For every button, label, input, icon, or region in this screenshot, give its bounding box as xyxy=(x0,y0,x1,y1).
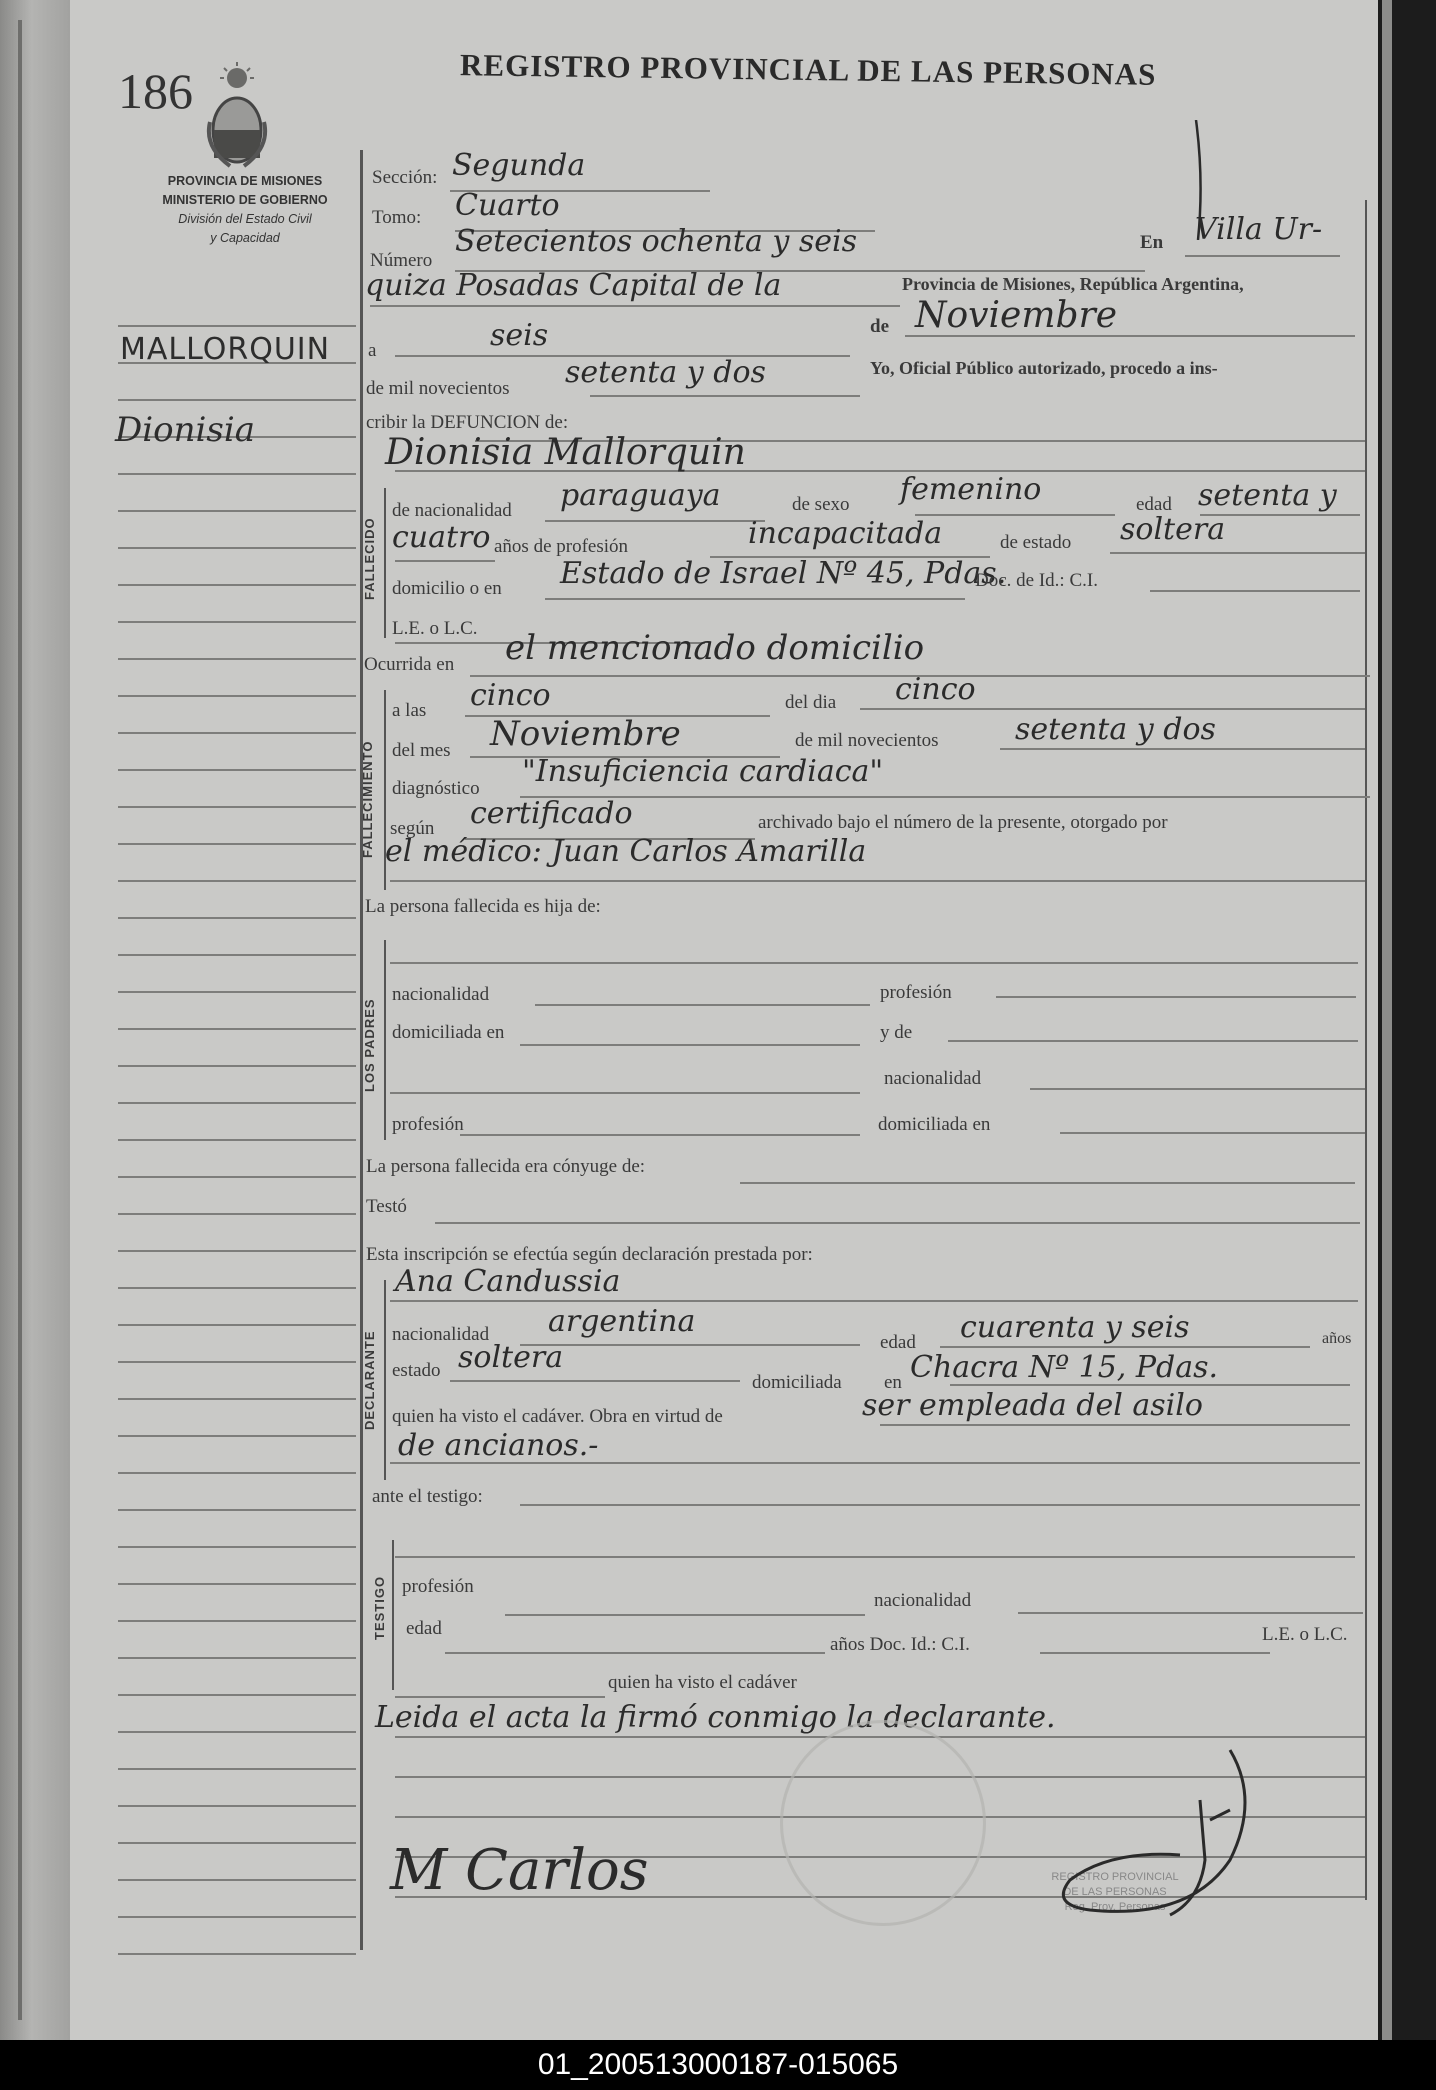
margin-rule xyxy=(118,880,356,882)
body-rule xyxy=(520,1344,860,1346)
section-label-fallecimiento: FALLECIMIENTO xyxy=(360,740,375,858)
value-ocurrida: el mencionado domicilio xyxy=(505,628,925,668)
value-domicilio: Estado de Israel Nº 45, Pdas. xyxy=(560,556,1007,591)
book-spine xyxy=(0,0,70,2040)
coat-of-arms-icon xyxy=(200,62,274,172)
margin-rule xyxy=(118,695,356,697)
margin-rule xyxy=(118,1583,356,1585)
label-domiciliada-padre: domiciliada en xyxy=(392,1022,505,1043)
body-rule xyxy=(535,1004,870,1006)
body-rule xyxy=(1150,590,1360,592)
official-seal-text: REGISTRO PROVINCIAL DE LAS PERSONAS Reg. Prov. Personas xyxy=(1051,1871,1179,1913)
margin-rule xyxy=(118,1028,356,1030)
body-rule xyxy=(1018,1612,1363,1614)
margin-rule xyxy=(118,1435,356,1437)
declarante-bracket xyxy=(384,1280,386,1480)
margin-rule xyxy=(118,1694,356,1696)
label-inscripcion: Esta inscripción se efectúa según declaración prestada por: xyxy=(366,1244,813,1265)
label-profesion-padre: profesión xyxy=(880,982,952,1003)
value-segun: certificado xyxy=(470,796,633,831)
value-anio-2: setenta y dos xyxy=(1015,712,1216,747)
value-place-cont: quiza Posadas Capital de la xyxy=(365,268,782,303)
body-rule xyxy=(590,395,860,397)
margin-rule xyxy=(118,510,356,512)
page-border-right xyxy=(1365,200,1367,1900)
section-label-padres: LOS PADRES xyxy=(362,998,377,1092)
label-y-de: y de xyxy=(880,1022,913,1043)
value-nacionalidad: paraguaya xyxy=(560,478,721,513)
body-rule xyxy=(1060,1132,1365,1134)
body-rule xyxy=(390,962,1358,964)
label-de: de xyxy=(870,316,889,337)
value-anio: setenta y dos xyxy=(565,355,766,390)
ministry-line-1: PROVINCIA DE MISIONES xyxy=(167,174,323,188)
margin-rule xyxy=(118,1324,356,1326)
margin-rule xyxy=(118,1361,356,1363)
label-cribir: cribir la DEFUNCION de: xyxy=(366,412,569,433)
value-obra-2: de ancianos.- xyxy=(398,1428,599,1463)
ministry-line-4: y Capacidad xyxy=(210,231,280,245)
value-mes: Noviembre xyxy=(915,295,1118,336)
margin-rule xyxy=(118,1805,356,1807)
label-nacionalidad-madre: nacionalidad xyxy=(884,1068,982,1089)
value-declarante: Ana Candussia xyxy=(395,1264,621,1299)
margin-rule xyxy=(118,917,356,919)
margin-rule xyxy=(118,806,356,808)
margin-rule xyxy=(118,1657,356,1659)
body-rule xyxy=(390,1092,860,1094)
label-yo-oficial: Yo, Oficial Público autorizado, procedo a ins- xyxy=(870,358,1218,378)
testigo-bracket xyxy=(392,1540,394,1690)
value-dia-2: cinco xyxy=(895,672,976,707)
label-testigo-profesion: profesión xyxy=(402,1576,474,1597)
margin-rule xyxy=(118,1250,356,1252)
top-right-mark xyxy=(1190,120,1210,240)
body-rule xyxy=(395,1696,605,1698)
body-rule xyxy=(1110,552,1365,554)
margin-rule xyxy=(118,1139,356,1141)
margin-given-name: Dionisia xyxy=(115,410,255,450)
value-decl-domicilio: Chacra Nº 15, Pdas. xyxy=(910,1350,1219,1385)
margin-rule xyxy=(118,732,356,734)
body-rule xyxy=(450,1380,740,1382)
body-rule xyxy=(996,996,1356,998)
value-medico: el médico: Juan Carlos Amarilla xyxy=(385,834,867,869)
body-rule xyxy=(940,1346,1310,1348)
label-en: En xyxy=(1140,232,1164,253)
label-profesion-madre: profesión xyxy=(392,1114,464,1135)
signature-officer xyxy=(1030,1740,1330,1950)
value-mes-2: Noviembre xyxy=(490,714,681,754)
label-a: a xyxy=(368,340,377,361)
adjacent-page-edge xyxy=(1378,0,1436,2040)
margin-rule xyxy=(118,1472,356,1474)
image-id-footer: 01_200513000187-015065 xyxy=(0,2040,1436,2090)
margin-rule xyxy=(118,1731,356,1733)
ministry-line-2: MINISTERIO DE GOBIERNO xyxy=(162,193,328,207)
margin-rule xyxy=(118,325,356,327)
value-tomo: Cuarto xyxy=(455,188,560,223)
value-edad-2: cuatro xyxy=(392,520,491,555)
label-numero: Número xyxy=(370,250,433,271)
label-domiciliada-madre: domiciliada en xyxy=(878,1114,991,1135)
margin-rule xyxy=(118,1879,356,1881)
value-estado: soltera xyxy=(1120,512,1226,547)
margin-rule xyxy=(118,1842,356,1844)
value-profesion: incapacitada xyxy=(748,516,943,551)
margin-rule xyxy=(118,399,356,401)
margin-rule xyxy=(118,1398,356,1400)
value-numero: Setecientos ochenta y seis xyxy=(455,224,857,259)
ministry-block xyxy=(130,172,360,248)
label-provincia: Provincia de Misiones, República Argentina, xyxy=(902,274,1244,294)
fallecido-bracket xyxy=(384,488,386,638)
label-decl-domiciliada: domiciliada xyxy=(752,1372,842,1393)
value-decl-edad: cuarenta y seis xyxy=(960,1310,1190,1345)
margin-rule xyxy=(118,1768,356,1770)
margin-rule xyxy=(118,1916,356,1918)
label-testigo-nacionalidad: nacionalidad xyxy=(874,1590,972,1611)
value-leida: Leida el acta la firmó conmigo la declarante. xyxy=(375,1700,1056,1735)
section-label-testigo: TESTIGO xyxy=(372,1575,387,1640)
margin-rule xyxy=(118,1509,356,1511)
section-label-fallecido: FALLECIDO xyxy=(362,517,377,600)
label-nacionalidad-padre: nacionalidad xyxy=(392,984,490,1005)
label-quien-ha-visto: quien ha visto el cadáver. Obra en virtud de xyxy=(392,1406,723,1427)
body-rule xyxy=(370,305,900,307)
margin-rule xyxy=(118,991,356,993)
margin-rule xyxy=(118,843,356,845)
label-domicilio: domicilio o en xyxy=(392,578,502,599)
ministry-line-3: División del Estado Civil xyxy=(178,212,312,226)
body-rule xyxy=(1030,1088,1365,1090)
label-testigo-anos-doc: años Doc. Id.: C.I. xyxy=(830,1634,970,1655)
official-stamp xyxy=(780,1720,986,1926)
value-sexo: femenino xyxy=(900,472,1042,507)
body-rule xyxy=(740,1182,1355,1184)
body-rule xyxy=(520,796,1370,798)
body-rule xyxy=(1185,255,1340,257)
margin-rule xyxy=(118,1213,356,1215)
body-rule xyxy=(445,1652,825,1654)
value-diagnostico: "Insuficiencia cardiaca" xyxy=(522,754,884,789)
label-testo: Testó xyxy=(366,1196,407,1217)
body-rule xyxy=(1040,1652,1270,1654)
body-rule xyxy=(390,1300,1358,1302)
label-testigo-le-lc: L.E. o L.C. xyxy=(1262,1624,1348,1645)
margin-rule xyxy=(118,584,356,586)
value-edad-1: setenta y xyxy=(1198,478,1337,513)
label-testigo-edad: edad xyxy=(406,1618,442,1639)
label-decl-estado: estado xyxy=(392,1360,441,1381)
label-conyuge: La persona fallecida era cónyuge de: xyxy=(366,1156,646,1177)
label-ante-testigo: ante el testigo: xyxy=(372,1486,483,1507)
margin-rule xyxy=(118,1102,356,1104)
margin-rule xyxy=(118,621,356,623)
body-rule xyxy=(948,1040,1358,1042)
label-segun: según xyxy=(390,818,435,839)
body-rule xyxy=(395,1556,1355,1558)
body-rule xyxy=(460,1134,860,1136)
label-de-mil: de mil novecientos xyxy=(366,378,510,399)
label-hija-de: La persona fallecida es hija de: xyxy=(365,896,601,917)
margin-rule xyxy=(118,1176,356,1178)
margin-rule xyxy=(118,769,356,771)
body-rule xyxy=(880,1424,1350,1426)
margin-rule xyxy=(118,473,356,475)
label-de-nacionalidad: de nacionalidad xyxy=(392,500,512,521)
body-rule xyxy=(1000,748,1365,750)
value-dia: seis xyxy=(490,318,549,353)
body-rule xyxy=(915,514,1115,516)
value-decl-nacionalidad: argentina xyxy=(548,1304,696,1339)
margin-rule xyxy=(118,1953,356,1955)
value-seccion: Segunda xyxy=(452,148,586,183)
margin-rule xyxy=(118,954,356,956)
body-rule xyxy=(505,1614,865,1616)
register-title: REGISTRO PROVINCIAL DE LAS PERSONAS xyxy=(459,47,1157,92)
label-le-lc: L.E. o L.C. xyxy=(392,618,478,639)
signature-declarante: M Carlos xyxy=(390,1838,649,1903)
label-tomo: Tomo: xyxy=(372,207,422,228)
margin-rule xyxy=(118,1620,356,1622)
label-diagnostico: diagnóstico xyxy=(392,778,480,799)
label-edad: edad xyxy=(1136,494,1172,515)
label-de-mil-2: de mil novecientos xyxy=(795,730,939,751)
label-decl-edad: edad xyxy=(880,1332,916,1353)
folio-number: 186 xyxy=(118,63,193,119)
padres-bracket xyxy=(384,940,386,1140)
label-del-dia: del dia xyxy=(785,692,837,713)
margin-rule xyxy=(118,1287,356,1289)
body-rule xyxy=(520,1504,1360,1506)
margin-rule xyxy=(118,658,356,660)
label-decl-nacionalidad: nacionalidad xyxy=(392,1324,490,1345)
label-decl-anos: años xyxy=(1322,1330,1352,1347)
body-rule xyxy=(395,560,495,562)
body-rule xyxy=(545,598,965,600)
body-rule xyxy=(390,880,1365,882)
body-rule xyxy=(860,708,1365,710)
label-decl-en: en xyxy=(884,1372,902,1393)
label-de-estado: de estado xyxy=(1000,532,1072,553)
margin-surname: MALLORQUIN xyxy=(120,332,331,367)
label-archivado: archivado bajo el número de la presente, otorgado por xyxy=(758,812,1168,833)
label-del-mes: del mes xyxy=(392,740,451,761)
body-rule xyxy=(435,1222,1360,1224)
value-en-place: Villa Ur- xyxy=(1195,212,1323,247)
value-hora: cinco xyxy=(470,678,551,713)
margin-rule xyxy=(118,1546,356,1548)
value-nombre: Dionisia Mallorquin xyxy=(385,432,746,473)
section-label-declarante: DECLARANTE xyxy=(362,1330,377,1430)
body-rule xyxy=(545,520,765,522)
label-a-las: a las xyxy=(392,700,427,721)
margin-rule xyxy=(118,1065,356,1067)
value-decl-estado: soltera xyxy=(458,1340,564,1375)
label-ocurrida: Ocurrida en xyxy=(364,654,455,675)
margin-rule xyxy=(118,547,356,549)
label-seccion: Sección: xyxy=(372,167,438,188)
value-obra: ser empleada del asilo xyxy=(862,1388,1203,1423)
label-de-sexo: de sexo xyxy=(792,494,850,515)
body-rule xyxy=(520,1044,860,1046)
label-testigo-quien-visto: quien ha visto el cadáver xyxy=(608,1672,797,1693)
label-doc-id: Doc. de Id.: C.I. xyxy=(975,570,1098,591)
label-anos-profesion: años de profesión xyxy=(494,536,629,557)
